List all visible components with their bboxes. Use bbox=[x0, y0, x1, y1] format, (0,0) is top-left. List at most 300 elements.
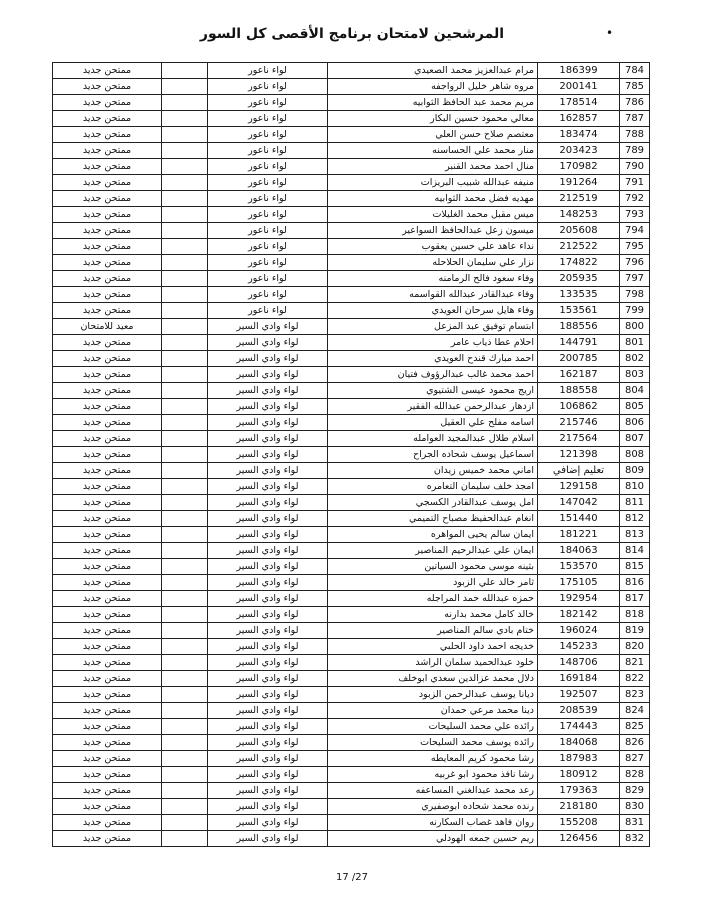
serial-number-cell: 811 bbox=[620, 495, 650, 511]
serial-number-cell: 831 bbox=[620, 815, 650, 831]
candidate-name-cell: مهديه فضل محمد الثوابيه bbox=[328, 191, 538, 207]
blank-cell bbox=[162, 223, 208, 239]
table-row bbox=[53, 495, 650, 511]
table-row bbox=[53, 591, 650, 607]
candidate-name-cell: منال احمد محمد القنبر bbox=[328, 159, 538, 175]
blank-cell bbox=[162, 527, 208, 543]
document-title: المرشحين لامتحان برنامج الأقصى كل السور bbox=[199, 26, 505, 42]
blank-cell bbox=[162, 543, 208, 559]
table-row bbox=[53, 303, 650, 319]
candidate-id-cell: 133535 bbox=[538, 287, 620, 303]
serial-number-cell: 796 bbox=[620, 255, 650, 271]
exam-status-cell: ممتحن جديد bbox=[53, 447, 162, 463]
district-cell: لواء وادي السير bbox=[208, 447, 328, 463]
table-row bbox=[53, 207, 650, 223]
blank-cell bbox=[162, 623, 208, 639]
candidate-id-cell: 208539 bbox=[538, 703, 620, 719]
candidate-name-cell: احلام عطا ذياب عامر bbox=[328, 335, 538, 351]
district-cell: لواء وادي السير bbox=[208, 719, 328, 735]
candidate-name-cell: مريم محمد عبد الحافظ الثوابيه bbox=[328, 95, 538, 111]
exam-status-cell: ممتحن جديد bbox=[53, 175, 162, 191]
district-cell: لواء وادي السير bbox=[208, 703, 328, 719]
district-cell: لواء وادي السير bbox=[208, 367, 328, 383]
table-row bbox=[53, 479, 650, 495]
district-cell: لواء وادي السير bbox=[208, 607, 328, 623]
district-cell: لواء ناعور bbox=[208, 143, 328, 159]
table-row bbox=[53, 431, 650, 447]
blank-cell bbox=[162, 447, 208, 463]
blank-cell bbox=[162, 95, 208, 111]
exam-status-cell: ممتحن جديد bbox=[53, 751, 162, 767]
table-row bbox=[53, 319, 650, 335]
exam-status-cell: ممتحن جديد bbox=[53, 415, 162, 431]
district-cell: لواء وادي السير bbox=[208, 687, 328, 703]
serial-number-cell: 800 bbox=[620, 319, 650, 335]
candidate-id-cell: 205935 bbox=[538, 271, 620, 287]
district-cell: لواء ناعور bbox=[208, 223, 328, 239]
exam-status-cell: ممتحن جديد bbox=[53, 511, 162, 527]
table-row bbox=[53, 111, 650, 127]
blank-cell bbox=[162, 415, 208, 431]
candidate-name-cell: منار محمد علي الحساسنه bbox=[328, 143, 538, 159]
table-row bbox=[53, 335, 650, 351]
blank-cell bbox=[162, 655, 208, 671]
district-cell: لواء ناعور bbox=[208, 271, 328, 287]
candidate-id-cell: 129158 bbox=[538, 479, 620, 495]
candidate-name-cell: امجد خلف سليمان التعامره bbox=[328, 479, 538, 495]
serial-number-cell: 832 bbox=[620, 831, 650, 847]
serial-number-cell: 829 bbox=[620, 783, 650, 799]
serial-number-cell: 785 bbox=[620, 79, 650, 95]
serial-number-cell: 805 bbox=[620, 399, 650, 415]
candidate-name-cell: رشا نافذ محمود ابو غربيه bbox=[328, 767, 538, 783]
blank-cell bbox=[162, 831, 208, 847]
district-cell: لواء وادي السير bbox=[208, 319, 328, 335]
district-cell: لواء وادي السير bbox=[208, 415, 328, 431]
candidate-name-cell: رائده يوسف محمد السليحات bbox=[328, 735, 538, 751]
table-row bbox=[53, 223, 650, 239]
serial-number-cell: 804 bbox=[620, 383, 650, 399]
candidate-name-cell: ريم حسين جمعه الهودلي bbox=[328, 831, 538, 847]
candidate-name-cell: نزار علي سليمان الحلاحله bbox=[328, 255, 538, 271]
exam-status-cell: ممتحن جديد bbox=[53, 703, 162, 719]
serial-number-cell: 827 bbox=[620, 751, 650, 767]
exam-status-cell: ممتحن جديد bbox=[53, 351, 162, 367]
serial-number-cell: 822 bbox=[620, 671, 650, 687]
exam-status-cell: ممتحن جديد bbox=[53, 367, 162, 383]
candidate-id-cell: 188556 bbox=[538, 319, 620, 335]
exam-status-cell: ممتحن جديد bbox=[53, 559, 162, 575]
district-cell: لواء وادي السير bbox=[208, 799, 328, 815]
candidate-name-cell: وفاء سعود فالح الرمامنه bbox=[328, 271, 538, 287]
serial-number-cell: 797 bbox=[620, 271, 650, 287]
blank-cell bbox=[162, 367, 208, 383]
serial-number-cell: 794 bbox=[620, 223, 650, 239]
blank-cell bbox=[162, 111, 208, 127]
serial-number-cell: 784 bbox=[620, 63, 650, 79]
exam-status-cell: ممتحن جديد bbox=[53, 207, 162, 223]
district-cell: لواء ناعور bbox=[208, 191, 328, 207]
blank-cell bbox=[162, 783, 208, 799]
blank-cell bbox=[162, 607, 208, 623]
candidate-name-cell: وفاء عبدالقادر عبدالله القواسمه bbox=[328, 287, 538, 303]
candidate-id-cell: 106862 bbox=[538, 399, 620, 415]
blank-cell bbox=[162, 175, 208, 191]
candidate-name-cell: اماني محمد خميس زيدان bbox=[328, 463, 538, 479]
candidate-name-cell: حمزه عبدالله حمد المراجله bbox=[328, 591, 538, 607]
district-cell: لواء وادي السير bbox=[208, 591, 328, 607]
district-cell: لواء وادي السير bbox=[208, 671, 328, 687]
candidate-id-cell: 153561 bbox=[538, 303, 620, 319]
exam-status-cell: ممتحن جديد bbox=[53, 655, 162, 671]
district-cell: لواء وادي السير bbox=[208, 399, 328, 415]
district-cell: لواء ناعور bbox=[208, 287, 328, 303]
table-row bbox=[53, 783, 650, 799]
serial-number-cell: 828 bbox=[620, 767, 650, 783]
district-cell: لواء ناعور bbox=[208, 303, 328, 319]
candidate-name-cell: نداء عاهد علي حسين يعقوب bbox=[328, 239, 538, 255]
district-cell: لواء وادي السير bbox=[208, 351, 328, 367]
serial-number-cell: 810 bbox=[620, 479, 650, 495]
table-row bbox=[53, 799, 650, 815]
table-row bbox=[53, 383, 650, 399]
serial-number-cell: 792 bbox=[620, 191, 650, 207]
table-row bbox=[53, 511, 650, 527]
candidates-table-container bbox=[52, 62, 649, 847]
table-row bbox=[53, 671, 650, 687]
district-cell: لواء وادي السير bbox=[208, 623, 328, 639]
district-cell: لواء ناعور bbox=[208, 63, 328, 79]
serial-number-cell: 825 bbox=[620, 719, 650, 735]
corner-mark: • bbox=[606, 26, 614, 40]
table-row bbox=[53, 831, 650, 847]
blank-cell bbox=[162, 159, 208, 175]
candidate-name-cell: خالد كامل محمد بدارنه bbox=[328, 607, 538, 623]
exam-status-cell: ممتحن جديد bbox=[53, 143, 162, 159]
table-row bbox=[53, 351, 650, 367]
exam-status-cell: ممتحن جديد bbox=[53, 735, 162, 751]
blank-cell bbox=[162, 767, 208, 783]
candidate-id-cell: 200785 bbox=[538, 351, 620, 367]
exam-status-cell: ممتحن جديد bbox=[53, 719, 162, 735]
candidate-id-cell: 215746 bbox=[538, 415, 620, 431]
district-cell: لواء وادي السير bbox=[208, 479, 328, 495]
district-cell: لواء ناعور bbox=[208, 159, 328, 175]
exam-status-cell: ممتحن جديد bbox=[53, 543, 162, 559]
exam-status-cell: ممتحن جديد bbox=[53, 255, 162, 271]
district-cell: لواء ناعور bbox=[208, 207, 328, 223]
candidate-id-cell: 162187 bbox=[538, 367, 620, 383]
candidate-id-cell: 184068 bbox=[538, 735, 620, 751]
district-cell: لواء وادي السير bbox=[208, 751, 328, 767]
candidate-id-cell: 174822 bbox=[538, 255, 620, 271]
serial-number-cell: 815 bbox=[620, 559, 650, 575]
exam-status-cell: ممتحن جديد bbox=[53, 191, 162, 207]
serial-number-cell: 793 bbox=[620, 207, 650, 223]
candidate-id-cell: 181221 bbox=[538, 527, 620, 543]
exam-status-cell: ممتحن جديد bbox=[53, 607, 162, 623]
serial-number-cell: 789 bbox=[620, 143, 650, 159]
blank-cell bbox=[162, 127, 208, 143]
district-cell: لواء وادي السير bbox=[208, 559, 328, 575]
candidate-name-cell: معتصم صلاح حسن العلي bbox=[328, 127, 538, 143]
exam-status-cell: ممتحن جديد bbox=[53, 591, 162, 607]
table-row bbox=[53, 175, 650, 191]
candidate-name-cell: ازدهار عبدالرحمن عبدالله الفقير bbox=[328, 399, 538, 415]
exam-status-cell: ممتحن جديد bbox=[53, 639, 162, 655]
candidate-id-cell: 183474 bbox=[538, 127, 620, 143]
candidate-name-cell: انغام عبدالحفيظ مصباح التميمي bbox=[328, 511, 538, 527]
candidate-name-cell: رائده علي محمد السليحات bbox=[328, 719, 538, 735]
serial-number-cell: 816 bbox=[620, 575, 650, 591]
candidate-id-cell: 144791 bbox=[538, 335, 620, 351]
table-row bbox=[53, 415, 650, 431]
table-row bbox=[53, 127, 650, 143]
candidate-id-cell: 179363 bbox=[538, 783, 620, 799]
district-cell: لواء وادي السير bbox=[208, 575, 328, 591]
candidate-id-cell: 170982 bbox=[538, 159, 620, 175]
candidate-id-cell: 148706 bbox=[538, 655, 620, 671]
candidate-name-cell: ثامر خالد علي الزبود bbox=[328, 575, 538, 591]
blank-cell bbox=[162, 639, 208, 655]
candidate-id-cell: 145233 bbox=[538, 639, 620, 655]
blank-cell bbox=[162, 431, 208, 447]
candidate-name-cell: منيفه عبدالله شبيب البريزات bbox=[328, 175, 538, 191]
district-cell: لواء ناعور bbox=[208, 79, 328, 95]
candidate-id-cell: 203423 bbox=[538, 143, 620, 159]
district-cell: لواء وادي السير bbox=[208, 831, 328, 847]
candidate-id-cell: 200141 bbox=[538, 79, 620, 95]
candidate-id-cell: 151440 bbox=[538, 511, 620, 527]
blank-cell bbox=[162, 559, 208, 575]
blank-cell bbox=[162, 351, 208, 367]
district-cell: لواء ناعور bbox=[208, 111, 328, 127]
blank-cell bbox=[162, 511, 208, 527]
candidate-id-cell: 169184 bbox=[538, 671, 620, 687]
exam-status-cell: ممتحن جديد bbox=[53, 239, 162, 255]
candidate-name-cell: اسماعيل يوسف شحاده الجراح bbox=[328, 447, 538, 463]
candidate-name-cell: وفاء هايل سرحان العويدي bbox=[328, 303, 538, 319]
blank-cell bbox=[162, 591, 208, 607]
candidate-id-cell: 196024 bbox=[538, 623, 620, 639]
district-cell: لواء ناعور bbox=[208, 95, 328, 111]
candidate-id-cell: 184063 bbox=[538, 543, 620, 559]
exam-status-cell: ممتحن جديد bbox=[53, 783, 162, 799]
candidate-id-cell: تعليم إضافي bbox=[538, 463, 620, 479]
serial-number-cell: 818 bbox=[620, 607, 650, 623]
district-cell: لواء وادي السير bbox=[208, 735, 328, 751]
district-cell: لواء ناعور bbox=[208, 239, 328, 255]
district-cell: لواء وادي السير bbox=[208, 783, 328, 799]
candidate-name-cell: ختام بادي سالم المناصير bbox=[328, 623, 538, 639]
serial-number-cell: 786 bbox=[620, 95, 650, 111]
blank-cell bbox=[162, 719, 208, 735]
table-row bbox=[53, 719, 650, 735]
table-row bbox=[53, 287, 650, 303]
candidate-name-cell: مروه شاهر خليل الرواجفه bbox=[328, 79, 538, 95]
blank-cell bbox=[162, 687, 208, 703]
candidate-name-cell: بثينه موسى محمود السياتين bbox=[328, 559, 538, 575]
district-cell: لواء وادي السير bbox=[208, 495, 328, 511]
table-row bbox=[53, 447, 650, 463]
candidate-name-cell: دينا محمد مرعي حمدان bbox=[328, 703, 538, 719]
blank-cell bbox=[162, 255, 208, 271]
district-cell: لواء وادي السير bbox=[208, 767, 328, 783]
blank-cell bbox=[162, 271, 208, 287]
exam-status-cell: ممتحن جديد bbox=[53, 575, 162, 591]
candidate-id-cell: 174443 bbox=[538, 719, 620, 735]
exam-status-cell: معيد للامتحان bbox=[53, 319, 162, 335]
serial-number-cell: 798 bbox=[620, 287, 650, 303]
candidate-name-cell: ديانا يوسف عبدالرحمن الزبود bbox=[328, 687, 538, 703]
table-row bbox=[53, 751, 650, 767]
exam-status-cell: ممتحن جديد bbox=[53, 815, 162, 831]
candidate-name-cell: اريج محمود عيسى الشتيوي bbox=[328, 383, 538, 399]
candidate-name-cell: اسلام طلال عبدالمجيد العوامله bbox=[328, 431, 538, 447]
candidates-table bbox=[52, 62, 650, 847]
exam-status-cell: ممتحن جديد bbox=[53, 431, 162, 447]
table-row bbox=[53, 575, 650, 591]
exam-status-cell: ممتحن جديد bbox=[53, 767, 162, 783]
table-row bbox=[53, 143, 650, 159]
candidate-id-cell: 191264 bbox=[538, 175, 620, 191]
table-row bbox=[53, 95, 650, 111]
exam-status-cell: ممتحن جديد bbox=[53, 79, 162, 95]
blank-cell bbox=[162, 575, 208, 591]
candidate-name-cell: ايمان سالم يحيى المواهره bbox=[328, 527, 538, 543]
district-cell: لواء وادي السير bbox=[208, 511, 328, 527]
blank-cell bbox=[162, 79, 208, 95]
exam-status-cell: ممتحن جديد bbox=[53, 383, 162, 399]
exam-status-cell: ممتحن جديد bbox=[53, 495, 162, 511]
blank-cell bbox=[162, 143, 208, 159]
district-cell: لواء وادي السير bbox=[208, 639, 328, 655]
district-cell: لواء وادي السير bbox=[208, 655, 328, 671]
candidate-id-cell: 155208 bbox=[538, 815, 620, 831]
page-number: 17 /27 bbox=[336, 872, 368, 883]
candidate-name-cell: ميس مقبل محمد الغليلات bbox=[328, 207, 538, 223]
candidate-id-cell: 147042 bbox=[538, 495, 620, 511]
exam-status-cell: ممتحن جديد bbox=[53, 831, 162, 847]
exam-status-cell: ممتحن جديد bbox=[53, 671, 162, 687]
blank-cell bbox=[162, 63, 208, 79]
candidate-name-cell: احمد مبارك قندح العويدي bbox=[328, 351, 538, 367]
serial-number-cell: 799 bbox=[620, 303, 650, 319]
candidate-id-cell: 178514 bbox=[538, 95, 620, 111]
exam-status-cell: ممتحن جديد bbox=[53, 223, 162, 239]
candidate-id-cell: 192507 bbox=[538, 687, 620, 703]
table-row bbox=[53, 255, 650, 271]
candidate-id-cell: 205608 bbox=[538, 223, 620, 239]
blank-cell bbox=[162, 463, 208, 479]
candidate-id-cell: 121398 bbox=[538, 447, 620, 463]
candidate-name-cell: امل يوسف عبدالقادر الكسجي bbox=[328, 495, 538, 511]
blank-cell bbox=[162, 495, 208, 511]
candidate-id-cell: 153570 bbox=[538, 559, 620, 575]
table-row bbox=[53, 607, 650, 623]
candidate-name-cell: ابتسام توفيق عبد المزعل bbox=[328, 319, 538, 335]
blank-cell bbox=[162, 799, 208, 815]
blank-cell bbox=[162, 383, 208, 399]
exam-status-cell: ممتحن جديد bbox=[53, 271, 162, 287]
exam-status-cell: ممتحن جديد bbox=[53, 303, 162, 319]
blank-cell bbox=[162, 703, 208, 719]
table-row bbox=[53, 399, 650, 415]
candidate-id-cell: 212522 bbox=[538, 239, 620, 255]
blank-cell bbox=[162, 671, 208, 687]
candidate-name-cell: اسامه مفلح علي العقيل bbox=[328, 415, 538, 431]
candidate-name-cell: دلال محمد عزالدين سعدي ابوخلف bbox=[328, 671, 538, 687]
candidate-name-cell: احمد محمد غالب عبدالرؤوف فتيان bbox=[328, 367, 538, 383]
district-cell: لواء وادي السير bbox=[208, 527, 328, 543]
exam-status-cell: ممتحن جديد bbox=[53, 127, 162, 143]
candidate-id-cell: 162857 bbox=[538, 111, 620, 127]
table-row bbox=[53, 639, 650, 655]
serial-number-cell: 807 bbox=[620, 431, 650, 447]
candidate-name-cell: روان فاهد غصاب السكارنه bbox=[328, 815, 538, 831]
serial-number-cell: 820 bbox=[620, 639, 650, 655]
serial-number-cell: 795 bbox=[620, 239, 650, 255]
serial-number-cell: 821 bbox=[620, 655, 650, 671]
blank-cell bbox=[162, 287, 208, 303]
exam-status-cell: ممتحن جديد bbox=[53, 95, 162, 111]
candidate-id-cell: 126456 bbox=[538, 831, 620, 847]
exam-status-cell: ممتحن جديد bbox=[53, 159, 162, 175]
candidates-table-body bbox=[53, 63, 650, 847]
candidate-name-cell: رشا محمود كريم المعايطه bbox=[328, 751, 538, 767]
table-row bbox=[53, 367, 650, 383]
table-row bbox=[53, 543, 650, 559]
table-row bbox=[53, 239, 650, 255]
table-row bbox=[53, 703, 650, 719]
exam-status-cell: ممتحن جديد bbox=[53, 399, 162, 415]
table-row bbox=[53, 559, 650, 575]
serial-number-cell: 790 bbox=[620, 159, 650, 175]
candidate-name-cell: رعد محمد عبدالغني المساعفه bbox=[328, 783, 538, 799]
table-row bbox=[53, 159, 650, 175]
exam-status-cell: ممتحن جديد bbox=[53, 111, 162, 127]
candidate-name-cell: رنده محمد شحاده ابوصفيري bbox=[328, 799, 538, 815]
table-row bbox=[53, 463, 650, 479]
blank-cell bbox=[162, 239, 208, 255]
candidate-name-cell: خلود عبدالحميد سلمان الراشد bbox=[328, 655, 538, 671]
serial-number-cell: 788 bbox=[620, 127, 650, 143]
serial-number-cell: 830 bbox=[620, 799, 650, 815]
table-row bbox=[53, 191, 650, 207]
blank-cell bbox=[162, 319, 208, 335]
candidate-id-cell: 148253 bbox=[538, 207, 620, 223]
district-cell: لواء وادي السير bbox=[208, 463, 328, 479]
blank-cell bbox=[162, 751, 208, 767]
candidate-id-cell: 217564 bbox=[538, 431, 620, 447]
table-row bbox=[53, 735, 650, 751]
candidate-name-cell: معالي محمود حسين البكار bbox=[328, 111, 538, 127]
serial-number-cell: 802 bbox=[620, 351, 650, 367]
table-row bbox=[53, 655, 650, 671]
exam-status-cell: ممتحن جديد bbox=[53, 335, 162, 351]
exam-status-cell: ممتحن جديد bbox=[53, 687, 162, 703]
candidate-id-cell: 188558 bbox=[538, 383, 620, 399]
table-row bbox=[53, 767, 650, 783]
candidate-name-cell: مرام عبدالعزيز محمد الصعيدي bbox=[328, 63, 538, 79]
district-cell: لواء وادي السير bbox=[208, 383, 328, 399]
blank-cell bbox=[162, 207, 208, 223]
candidate-id-cell: 182142 bbox=[538, 607, 620, 623]
blank-cell bbox=[162, 815, 208, 831]
exam-status-cell: ممتحن جديد bbox=[53, 623, 162, 639]
district-cell: لواء ناعور bbox=[208, 127, 328, 143]
blank-cell bbox=[162, 191, 208, 207]
